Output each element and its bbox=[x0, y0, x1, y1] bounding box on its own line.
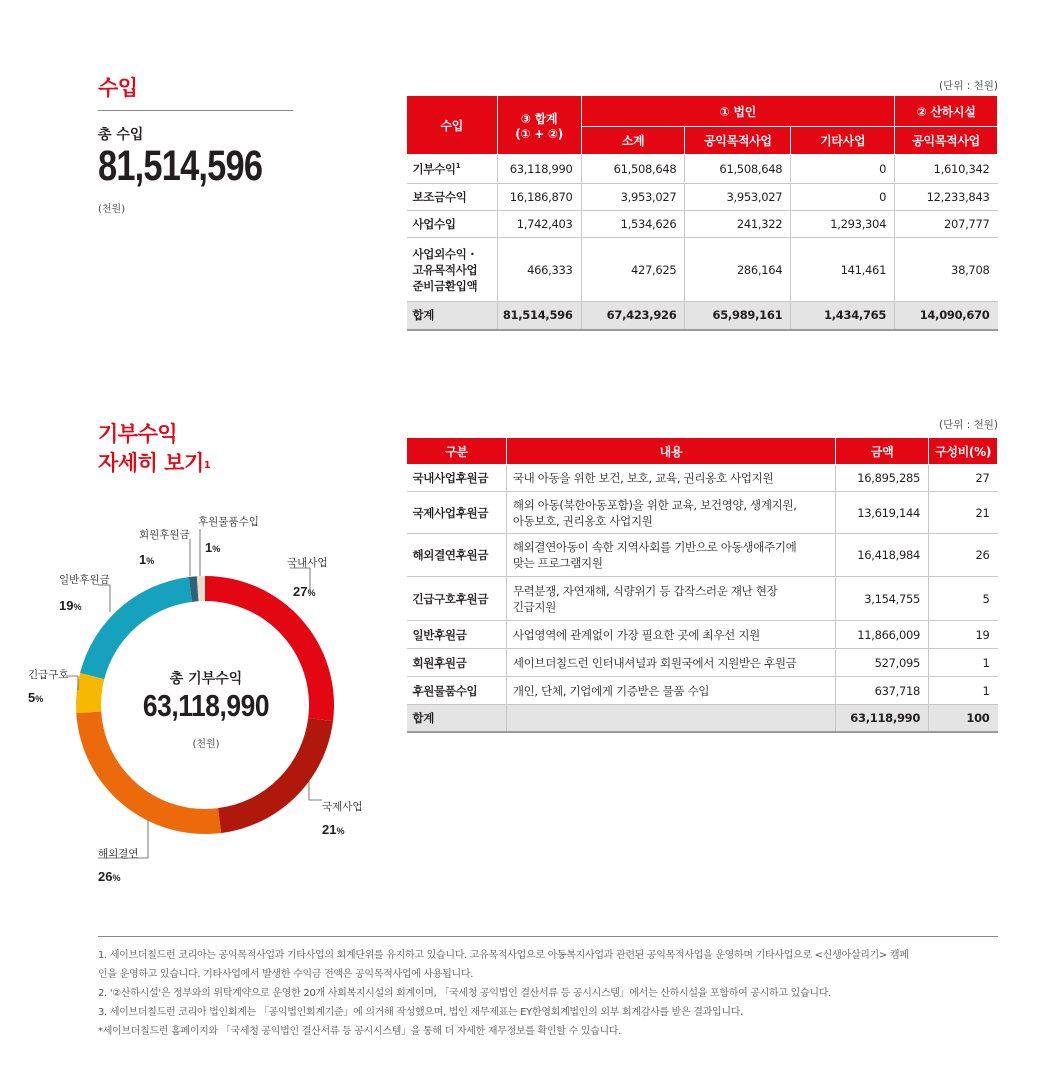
row-label-line3: 준비금환입액 bbox=[412, 278, 478, 293]
leader-line-international bbox=[309, 778, 322, 800]
row-content-line1: 무력분쟁, 자연재해, 식량위기 등 갑작스러운 재난 현장 bbox=[512, 583, 778, 598]
row-content bbox=[506, 577, 835, 621]
donation-unit-note: (단위 : 천원) bbox=[939, 419, 998, 431]
table-row bbox=[407, 621, 998, 649]
slice-label-member: 회원후원금 bbox=[139, 529, 190, 541]
footnote-ref: 1 bbox=[203, 460, 211, 471]
sum-label: 합계 bbox=[407, 302, 498, 330]
slice-pct-emergency-value: 5 bbox=[28, 690, 36, 705]
slice-pct-international-value: 21 bbox=[322, 822, 337, 837]
table-row bbox=[407, 677, 998, 705]
slice-pct-domestic-value: 27 bbox=[293, 584, 308, 599]
cell-total: 63,118,990 bbox=[497, 155, 581, 184]
footnote-2: 2. '②산하시설'은 정부와의 위탁계약으로 운영한 20개 사회복지시설의 회계이며, 「국세청 공익법인 결산서류 등 공시시스템」에서는 산하시설을 포함하여 공시하고 있습니다. bbox=[98, 988, 831, 999]
pct-suffix: % bbox=[35, 694, 44, 704]
header-public-biz: 공익목적사업 bbox=[685, 127, 791, 155]
pct-suffix: % bbox=[307, 588, 316, 598]
donut-center-unit: (천원) bbox=[192, 739, 220, 750]
row-amount: 16,895,285 bbox=[836, 465, 929, 492]
cell-subtotal: 61,508,648 bbox=[581, 155, 685, 184]
row-amount: 3,154,755 bbox=[836, 577, 929, 621]
row-label: 보조금수익 bbox=[407, 184, 498, 211]
sum-total: 81,514,596 bbox=[497, 302, 581, 330]
sum-row bbox=[407, 705, 998, 732]
pct-suffix: % bbox=[73, 602, 82, 612]
header-sum-line1: ③ 합계 bbox=[520, 111, 558, 126]
row-label-text: 기부수익 bbox=[412, 162, 456, 176]
row-ratio: 26 bbox=[929, 534, 998, 577]
slice-pct-international bbox=[322, 822, 344, 837]
cell-facility: 1,610,342 bbox=[895, 155, 998, 184]
sum-content-empty bbox=[506, 705, 835, 732]
cell-public: 61,508,648 bbox=[685, 155, 791, 184]
pct-suffix: % bbox=[146, 556, 155, 566]
slice-pct-general-value: 19 bbox=[59, 598, 74, 613]
row-amount: 16,418,984 bbox=[836, 534, 929, 577]
donut-center-label: 총 기부수익 bbox=[169, 671, 243, 687]
header-category: 구분 bbox=[407, 438, 507, 465]
row-content-line2: 맞는 프로그램지원 bbox=[512, 556, 603, 570]
sum-public: 65,989,161 bbox=[685, 302, 791, 330]
header-income: 수입 bbox=[407, 96, 498, 155]
cell-other: 141,461 bbox=[791, 238, 895, 302]
row-category: 일반후원금 bbox=[407, 621, 507, 649]
row-label-line2: 고유목적사업 bbox=[412, 262, 478, 277]
row-category: 해외결연후원금 bbox=[407, 534, 507, 577]
row-content: 세이브더칠드런 인터내셔널과 회원국에서 지원받은 후원금 bbox=[506, 649, 835, 677]
table-row bbox=[407, 577, 998, 621]
row-category: 후원물품수입 bbox=[407, 677, 507, 705]
cell-total: 1,742,403 bbox=[497, 211, 581, 238]
pct-suffix: % bbox=[212, 544, 221, 554]
sum-facility: 14,090,670 bbox=[895, 302, 998, 330]
income-unit-note: (단위 : 천원) bbox=[939, 80, 998, 92]
donation-title-line2: 자세히 보기 bbox=[98, 451, 204, 475]
slice-label-goods: 후원물품수입 bbox=[198, 516, 259, 528]
sum-ratio: 100 bbox=[929, 705, 998, 732]
header-sum-line2: (① + ②) bbox=[515, 126, 563, 141]
slice-label-emergency: 긴급구호 bbox=[28, 669, 69, 681]
footnotes bbox=[98, 946, 1003, 1041]
row-content-line1: 해외 아동(북한아동포함)을 위한 교육, 보건영양, 생계지원, bbox=[512, 497, 797, 512]
row-amount: 527,095 bbox=[836, 649, 929, 677]
row-category: 긴급구호후원금 bbox=[407, 577, 507, 621]
row-amount: 13,619,144 bbox=[836, 492, 929, 534]
sum-label: 합계 bbox=[407, 705, 507, 732]
slice-pct-domestic bbox=[293, 584, 315, 599]
total-income-value: 81,514,596 bbox=[98, 142, 263, 190]
cell-public: 286,164 bbox=[685, 238, 791, 302]
header-subtotal: 소계 bbox=[581, 127, 685, 155]
cell-public: 241,322 bbox=[685, 211, 791, 238]
row-content-line1: 해외결연아동이 속한 지역사회를 기반으로 아동생애주기에 bbox=[512, 540, 797, 554]
row-category: 국내사업후원금 bbox=[407, 465, 507, 492]
footnote-ref: 1 bbox=[455, 162, 461, 171]
table-row bbox=[407, 492, 998, 534]
income-section-title: 수입 bbox=[98, 76, 138, 100]
leader-line-general bbox=[98, 585, 110, 612]
row-ratio: 21 bbox=[929, 492, 998, 534]
slice-pct-goods bbox=[205, 540, 220, 555]
cell-subtotal: 427,625 bbox=[581, 238, 685, 302]
footnote-1a: 1. 세이브더칠드런 코리아는 공익목적사업과 기타사업의 회계단위를 유지하고 있습니다. 고유목적사업으로 아동복지사업과 관련된 공익목적사업을 운영하며 기타사업으로 <신생아살리기> 캠페 bbox=[98, 950, 909, 961]
cell-other: 1,293,304 bbox=[791, 211, 895, 238]
row-content: 사업영역에 관계없이 가장 필요한 곳에 최우선 지원 bbox=[506, 621, 835, 649]
row-ratio: 5 bbox=[929, 577, 998, 621]
row-category: 회원후원금 bbox=[407, 649, 507, 677]
row-ratio: 1 bbox=[929, 649, 998, 677]
cell-other: 0 bbox=[791, 184, 895, 211]
footnote-1b: 인을 운영하고 있습니다. 기타사업에서 발생한 수익금 전액은 공익목적사업에 사용됩니다. bbox=[98, 969, 474, 980]
slice-label-sponsorship: 해외결연 bbox=[98, 848, 139, 860]
sum-amount: 63,118,990 bbox=[836, 705, 929, 732]
header-facility-public: 공익목적사업 bbox=[895, 127, 998, 155]
sum-subtotal: 67,423,926 bbox=[581, 302, 685, 330]
header-ratio: 구성비(%) bbox=[929, 438, 998, 465]
donut-center-value: 63,118,990 bbox=[142, 688, 270, 723]
cell-other: 0 bbox=[791, 155, 895, 184]
table-row bbox=[407, 465, 998, 492]
header-content: 내용 bbox=[506, 438, 835, 465]
table-row bbox=[407, 649, 998, 677]
row-content bbox=[506, 492, 835, 534]
pct-suffix: % bbox=[112, 873, 121, 883]
slice-label-domestic: 국내사업 bbox=[287, 557, 328, 569]
slice-pct-sponsorship bbox=[98, 869, 120, 884]
slice-label-international: 국제사업 bbox=[322, 801, 363, 813]
row-amount: 637,718 bbox=[836, 677, 929, 705]
row-content-line2: 아동보호, 권리옹호 사업지원 bbox=[512, 513, 653, 528]
footnote-divider bbox=[98, 936, 998, 937]
row-content-line2: 긴급지원 bbox=[512, 599, 557, 614]
slice-pct-member-value: 1 bbox=[139, 552, 147, 567]
header-amount: 금액 bbox=[836, 438, 929, 465]
header-corp: ① 법인 bbox=[581, 96, 895, 127]
cell-public: 3,953,027 bbox=[685, 184, 791, 211]
pct-suffix: % bbox=[336, 826, 345, 836]
donation-table bbox=[406, 437, 998, 733]
header-facility: ② 산하시설 bbox=[895, 96, 998, 127]
sum-other: 1,434,765 bbox=[791, 302, 895, 330]
footnote-4: *세이브더칠드런 홈페이지와 「국세청 공익법인 결산서류 등 공시시스템」을 통해 더 자세한 재무정보를 확인할 수 있습니다. bbox=[98, 1026, 622, 1037]
total-income-label: 총 수입 bbox=[98, 127, 144, 143]
slice-pct-goods-value: 1 bbox=[205, 540, 213, 555]
row-label: 사업수입 bbox=[407, 211, 498, 238]
header-other-biz: 기타사업 bbox=[791, 127, 895, 155]
row-label-line1: 사업외수익 · bbox=[412, 246, 475, 261]
table-row bbox=[407, 534, 998, 577]
row-amount: 11,866,009 bbox=[836, 621, 929, 649]
slice-label-general: 일반후원금 bbox=[59, 574, 110, 586]
slice-pct-emergency bbox=[28, 690, 43, 705]
slice-pct-member bbox=[139, 552, 154, 567]
row-category: 국제사업후원금 bbox=[407, 492, 507, 534]
row-content: 국내 아동을 위한 보건, 보호, 교육, 권리옹호 사업지원 bbox=[506, 465, 835, 492]
cell-subtotal: 1,534,626 bbox=[581, 211, 685, 238]
cell-total: 466,333 bbox=[497, 238, 581, 302]
slice-pct-sponsorship-value: 26 bbox=[98, 869, 113, 884]
total-income-unit: (천원) bbox=[98, 204, 126, 215]
row-ratio: 27 bbox=[929, 465, 998, 492]
footnote-3: 3. 세이브더칠드런 코리아 법인회계는 「공익법인회계기준」에 의거해 작성했으며, 법인 재무제표는 EY한영회계법인의 외부 회계감사를 받은 결과입니다. bbox=[98, 1007, 743, 1018]
cell-facility: 38,708 bbox=[895, 238, 998, 302]
row-content bbox=[506, 534, 835, 577]
cell-facility: 12,233,843 bbox=[895, 184, 998, 211]
cell-subtotal: 3,953,027 bbox=[581, 184, 685, 211]
slice-pct-general bbox=[59, 598, 81, 613]
cell-total: 16,186,870 bbox=[497, 184, 581, 211]
row-ratio: 1 bbox=[929, 677, 998, 705]
row-ratio: 19 bbox=[929, 621, 998, 649]
donation-title-line1: 기부수익 bbox=[98, 422, 178, 446]
row-content: 개인, 단체, 기업에게 기증받은 물품 수입 bbox=[506, 677, 835, 705]
cell-facility: 207,777 bbox=[895, 211, 998, 238]
